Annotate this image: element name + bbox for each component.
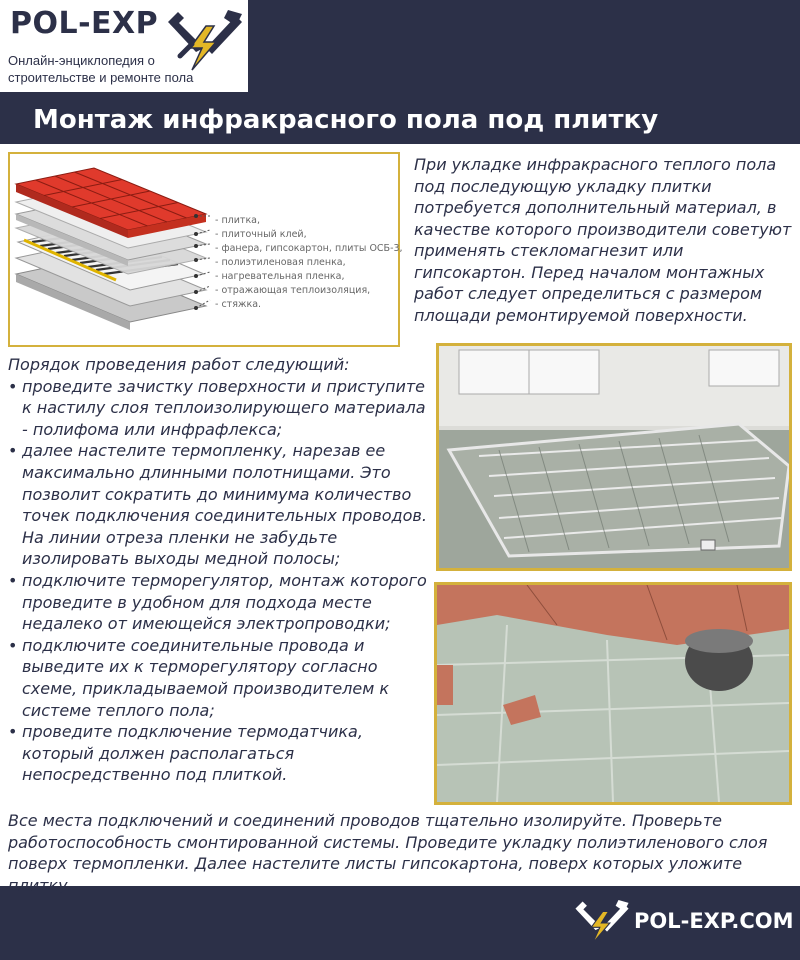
layer-label: - фанера, гипсокартон, плиты ОСБ-3, xyxy=(215,243,403,254)
closing-text: Все места подключений и соединений проводов тщательно изолируйте. Проверьте работоспособность смонтированной системы. Проведите укладку полиэтиленового слоя поверх термопленки. Далее настелите листы гипсокартона, поверх которых уложите плитку. xyxy=(8,811,768,895)
layer-label: - плитка, xyxy=(215,215,261,226)
logo-tagline: Онлайн-энциклопедия о строительстве и ремонте пола xyxy=(8,53,194,85)
layer-label: - плиточный клей, xyxy=(215,229,307,240)
tile-laying-photo-illustration xyxy=(437,585,789,802)
page-title: Монтаж инфракрасного пола под плитку xyxy=(33,105,659,135)
layer-label: - полиэтиленовая пленка, xyxy=(215,257,346,268)
list-item: • подключите терморегулятор, монтаж которого проведите в удобном для подхода месте недалеко от имеющейся электропроводки; xyxy=(8,570,427,634)
bullet: • xyxy=(8,722,18,742)
list-item: • проведите зачистку поверхности и приступите к настилу слоя теплоизолирующего материала - полифома или инфрафлекса; xyxy=(8,376,426,439)
heating-film-photo-illustration xyxy=(439,346,789,568)
site-url[interactable]: POL-EXP.COM xyxy=(634,909,794,933)
logo[interactable] xyxy=(0,0,248,92)
layer-label: - стяжка. xyxy=(215,299,262,310)
photo-tile-laying xyxy=(434,582,792,805)
layer-labels xyxy=(215,214,403,312)
bullet: • xyxy=(8,570,18,590)
steps-list xyxy=(8,354,433,786)
list-item: • проведите подключение термодатчика, который должен располагаться непосредственно под плиткой. xyxy=(8,722,363,785)
logo-text: POL-EXP xyxy=(10,6,159,41)
bullet: • xyxy=(8,441,18,461)
bullet: • xyxy=(8,376,18,396)
steps-heading: Порядок проведения работ следующий: xyxy=(8,355,350,374)
header xyxy=(0,0,800,92)
intro-text: При укладке инфракрасного теплого пола под последующую укладку плитки потребуется дополнительный материал, в качестве которого производители советуют применять стекломагнезит или гипсокартон. Перед началом монтажных работ следует определиться с размером площади ремонтируемой поверхности. xyxy=(414,155,792,325)
layer-label: - нагревательная пленка, xyxy=(215,271,345,282)
bullet: • xyxy=(8,635,18,655)
list-item: • подключите соединительные провода и выведите их к терморегулятору согласно схеме, прикладываемой производителем к системе теплого пола; xyxy=(8,635,390,720)
tools-lightning-icon xyxy=(574,898,630,948)
list-item: • далее настелите термопленку, нарезав ее максимально длинными полотнищами. Это позволит сократить до минимума количество точек подключения соединительных проводов. На линии отреза пленки не забудьте изолировать выходы медной полосы; xyxy=(8,441,427,569)
photo-heating-film xyxy=(436,343,792,571)
layers-diagram xyxy=(8,152,403,347)
layer-label: - отражающая теплоизоляция, xyxy=(215,285,371,296)
